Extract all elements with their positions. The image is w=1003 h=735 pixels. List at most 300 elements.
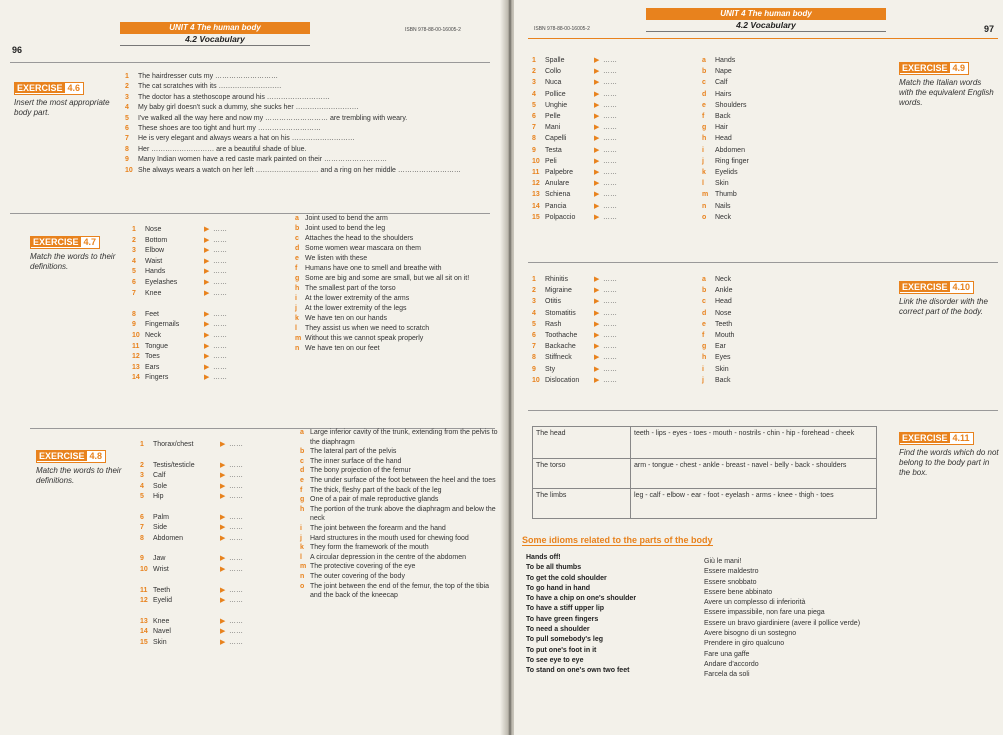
definition-text: Humans have one to smell and breathe with [305, 265, 442, 272]
item-number: m [702, 191, 709, 199]
page-number: 97 [984, 24, 995, 34]
definition [300, 524, 498, 534]
item-text: Elbow [145, 247, 165, 255]
item-text: Fingers [145, 374, 169, 382]
list-item [132, 373, 252, 384]
answer-blank: …… [213, 331, 227, 339]
item-number: 9 [532, 146, 536, 154]
item-text: Pollice [545, 90, 566, 98]
definition-text: Joint used to bend the leg [305, 225, 386, 232]
item-number: 13 [140, 617, 148, 625]
definition [295, 254, 495, 264]
definition-letter: m [295, 335, 302, 342]
item-text: Nose [715, 309, 732, 317]
answer-blank: …… [603, 287, 617, 295]
item-number: c [702, 79, 706, 87]
arrow-icon: ▶ [220, 597, 226, 605]
sentence-number: 4 [125, 104, 129, 112]
definition [295, 304, 495, 314]
exercise-label: EXERCISE 4.6 [14, 82, 84, 95]
isbn: ISBN 978-88-00-16005-2 [534, 26, 590, 32]
item-text: Jaw [153, 555, 166, 563]
answer-blank: …… [603, 320, 617, 328]
arrow-icon: ▶ [204, 278, 210, 286]
item-number: h [702, 135, 707, 143]
arrow-icon: ▶ [220, 472, 226, 480]
item-number: 9 [140, 555, 144, 563]
sentence-number: 7 [125, 135, 129, 143]
definition [295, 234, 495, 244]
row-words: teeth - lips - eyes - toes - mouth - nostrils - chin - hip - forehead - cheek [631, 427, 877, 459]
definition-letter: b [300, 448, 305, 456]
definition-letter: d [295, 245, 300, 252]
arrow-icon: ▶ [594, 202, 600, 210]
item-text: Calf [153, 472, 166, 480]
item-number: 9 [532, 365, 536, 373]
item-text: Polpaccio [545, 213, 576, 221]
item-text: Rhinitis [545, 276, 568, 283]
definition-text: Some women wear mascara on them [305, 245, 421, 252]
item-text: Migraine [545, 287, 572, 295]
item-number: j [702, 376, 704, 384]
arrow-icon: ▶ [220, 628, 226, 636]
answer-blank: …… [603, 376, 617, 384]
definition-letter: f [300, 486, 303, 494]
item-number: 15 [140, 638, 148, 646]
item-number: 4 [140, 482, 144, 490]
arrow-icon: ▶ [594, 376, 600, 384]
answer-blank: …… [213, 310, 227, 318]
item-number: 5 [132, 268, 136, 276]
answer-blank: …… [603, 68, 617, 76]
item-text: Peli [545, 157, 557, 165]
answer-blank: …… [229, 524, 243, 532]
arrow-icon: ▶ [204, 374, 210, 382]
list-item [140, 565, 260, 575]
definition-text: The joint between the forearm and the hand [310, 524, 446, 532]
item-text: Hairs [715, 90, 732, 98]
isbn: ISBN 978-88-00-16005-2 [405, 27, 461, 33]
exercise-label: EXERCISE 4.9 [899, 62, 969, 75]
arrow-icon: ▶ [594, 68, 600, 76]
exercise-4-10-header [899, 277, 999, 317]
arrow-icon: ▶ [594, 343, 600, 351]
definition-letter: l [300, 553, 302, 561]
divider [528, 410, 998, 411]
answer-blank: …… [213, 289, 227, 297]
idioms-english-list [526, 553, 706, 677]
answer-blank: …… [213, 226, 227, 233]
list-item [132, 257, 252, 268]
answer-blank: …… [603, 157, 617, 165]
item-text: Nape [715, 68, 732, 76]
arrow-icon: ▶ [594, 113, 600, 121]
arrow-icon: ▶ [204, 353, 210, 361]
item-number: 8 [532, 135, 536, 143]
arrow-icon: ▶ [594, 146, 600, 154]
item-text: Neck [715, 276, 731, 283]
arrow-icon: ▶ [220, 565, 226, 573]
definition-text: Attaches the head to the shoulders [305, 235, 414, 242]
answer-blank: …… [213, 342, 227, 350]
section-header: 4.2 Vocabulary [120, 34, 310, 46]
item-number: 13 [532, 191, 540, 199]
list-item [702, 156, 822, 167]
item-text: Bottom [145, 236, 168, 244]
item-text: Skin [715, 365, 729, 373]
arrow-icon: ▶ [204, 363, 210, 371]
list-item [532, 308, 652, 319]
list-item [532, 89, 652, 100]
item-number: g [702, 343, 707, 351]
definition [295, 264, 495, 274]
definition [300, 505, 498, 524]
item-number: 3 [132, 247, 136, 255]
list-item [532, 212, 652, 223]
item-text: Eyes [715, 354, 731, 362]
list-item [532, 178, 652, 189]
answer-blank: …… [229, 441, 243, 448]
idiom-english: To have a chip on one's shoulder [526, 595, 637, 603]
item-number: 8 [532, 354, 536, 362]
item-number: 9 [132, 321, 136, 329]
definition-letter: j [295, 305, 297, 312]
sentence-text: I've walked all the way here and now my ……………………… are trembling with weary. [138, 114, 408, 122]
list-item [532, 55, 652, 66]
item-text: Ears [145, 363, 160, 371]
list-item [132, 289, 252, 300]
item-text: Head [715, 298, 732, 306]
answer-blank: …… [213, 257, 227, 265]
definition-letter: i [295, 295, 297, 302]
definition-letter: j [300, 534, 302, 542]
item-text: Feet [145, 310, 160, 318]
definition-letter: b [295, 225, 300, 232]
item-text: Nails [715, 202, 731, 210]
sentence [125, 155, 500, 165]
list-item [132, 342, 252, 353]
list-item [132, 352, 252, 363]
right-page [514, 0, 1003, 735]
item-text: Knee [145, 289, 162, 297]
item-text: Hip [153, 493, 164, 501]
exercise-label: EXERCISE 4.7 [30, 236, 100, 249]
item-number: h [702, 354, 707, 362]
answer-blank: …… [603, 202, 617, 210]
definition-text: Hard structures in the mouth used for chewing food [310, 534, 469, 542]
sentence-text: He is very elegant and always wears a hat on his ……………………… [138, 135, 355, 143]
definition-letter: e [300, 476, 304, 484]
idiom-italian: Fare una gaffe [704, 650, 750, 658]
section-header: 4.2 Vocabulary [646, 20, 886, 32]
list-item [132, 320, 252, 331]
sentence [125, 93, 500, 103]
item-number: 6 [532, 332, 536, 340]
item-number: o [702, 213, 707, 221]
arrow-icon: ▶ [204, 226, 210, 233]
item-number: 7 [532, 343, 536, 351]
item-text: Anulare [545, 180, 570, 188]
arrow-icon: ▶ [220, 524, 226, 532]
item-number: e [702, 320, 706, 328]
list-item [140, 461, 260, 471]
answer-blank: …… [229, 472, 243, 480]
list-item [532, 330, 652, 341]
list-item [140, 554, 260, 564]
definition-letter: m [300, 563, 307, 571]
item-number: 10 [140, 565, 148, 573]
exercise-4-11-header [899, 428, 999, 478]
arrow-icon: ▶ [204, 321, 210, 329]
sentence [125, 72, 500, 82]
definition-text: The under surface of the foot between the heel and the toes [310, 476, 496, 484]
item-text: Stomatitis [545, 309, 576, 317]
list-item [702, 308, 822, 319]
arrow-icon: ▶ [594, 354, 600, 362]
list-item [532, 296, 652, 307]
list-item [532, 156, 652, 167]
arrow-icon: ▶ [594, 90, 600, 98]
exercise-instructions: Insert the most appropriate body part. [14, 98, 110, 117]
list-item [702, 167, 822, 178]
item-number: 15 [532, 213, 540, 221]
definition-letter: c [295, 235, 299, 242]
arrow-icon: ▶ [204, 257, 210, 265]
arrow-icon: ▶ [594, 213, 600, 221]
idiom-italian: Giù le mani! [704, 558, 742, 565]
definition [295, 284, 495, 294]
arrow-icon: ▶ [594, 135, 600, 143]
answer-blank: …… [213, 321, 227, 329]
sentence-text: The cat scratches with its ……………………… [138, 83, 282, 91]
definition-letter: a [300, 429, 304, 436]
arrow-icon: ▶ [220, 638, 226, 646]
definition-text: We listen with these [305, 255, 368, 262]
list-item [702, 122, 822, 133]
sentence-text: Many Indian women have a red caste mark painted on their ……………………… [138, 156, 387, 164]
item-number: 3 [140, 472, 144, 480]
list-item [140, 627, 260, 637]
list-item [132, 246, 252, 257]
table-row [533, 489, 877, 519]
item-text: Shoulders [715, 101, 747, 109]
divider [10, 62, 490, 63]
answer-blank: …… [229, 461, 243, 469]
sentence-text: The doctor has a stethoscope around his ……………………… [138, 93, 330, 101]
list-item [532, 133, 652, 144]
list-item [702, 274, 822, 285]
exercise-4-9-italian-words [532, 55, 652, 223]
definition-letter: c [300, 457, 304, 465]
list-item [532, 319, 652, 330]
item-text: Ankle [715, 287, 733, 295]
item-text: Hair [715, 124, 728, 132]
item-number: 1 [532, 57, 536, 64]
answer-blank: …… [603, 146, 617, 154]
definition [300, 495, 498, 505]
unit-header: UNIT 4 The human body [120, 22, 310, 34]
arrow-icon: ▶ [204, 289, 210, 297]
definition-text: The bony projection of the femur [310, 467, 411, 475]
arrow-icon: ▶ [204, 342, 210, 350]
item-text: Back [715, 376, 731, 384]
list-item [140, 596, 260, 606]
arrow-icon: ▶ [220, 461, 226, 469]
item-number: 10 [132, 331, 140, 339]
answer-blank: …… [229, 628, 243, 636]
item-text: Ring finger [715, 157, 749, 165]
item-number: 4 [132, 257, 136, 265]
list-item [702, 77, 822, 88]
item-text: Pelle [545, 113, 561, 121]
item-text: Hands [715, 57, 736, 64]
item-text: Sole [153, 482, 168, 490]
definition-letter: f [295, 265, 298, 272]
item-number: 13 [132, 363, 140, 371]
item-number: 5 [532, 320, 536, 328]
item-number: j [702, 157, 704, 165]
item-number: 1 [140, 441, 144, 448]
sentence-number: 5 [125, 114, 129, 122]
item-number: n [702, 202, 707, 210]
answer-blank: …… [229, 597, 243, 605]
list-item [140, 638, 260, 648]
definition [300, 476, 498, 486]
item-text: Thumb [715, 191, 737, 199]
item-text: Ear [715, 343, 726, 351]
arrow-icon: ▶ [594, 298, 600, 306]
exercise-4-9-header [899, 58, 997, 108]
item-number: 5 [532, 101, 536, 109]
definition-text: A circular depression in the centre of the abdomen [310, 553, 467, 561]
item-number: 2 [532, 287, 536, 295]
answer-blank: …… [213, 236, 227, 244]
list-item [532, 274, 652, 285]
idiom-italian: Essere un bravo giardiniere (avere il pollice verde) [704, 619, 861, 627]
definition [295, 214, 495, 224]
answer-blank: …… [213, 247, 227, 255]
item-text: Wrist [153, 565, 169, 573]
sentence [125, 124, 500, 134]
sentence [125, 145, 500, 155]
sentence-number: 6 [125, 125, 129, 133]
idiom-italian: Essere bene abbinato [704, 588, 773, 596]
sentence [125, 82, 500, 92]
definition [300, 534, 498, 544]
list-item [132, 236, 252, 247]
list-item [702, 319, 822, 330]
answer-blank: …… [603, 135, 617, 143]
list-item [532, 66, 652, 77]
definition-letter: d [300, 467, 305, 475]
item-number: f [702, 113, 705, 121]
arrow-icon: ▶ [220, 586, 226, 594]
item-number: i [702, 146, 704, 154]
definition [300, 582, 498, 601]
item-text: Eyelid [153, 597, 173, 605]
exercise-instructions: Match the words to their definitions. [30, 252, 116, 271]
sentence-text: Her ……………………… are a beautiful shade of blue. [138, 145, 307, 153]
item-text: Nose [145, 226, 162, 233]
sentence-number: 3 [125, 93, 129, 101]
arrow-icon: ▶ [204, 236, 210, 244]
item-text: Spalle [545, 57, 565, 64]
idiom-italian: Farcela da soli [704, 671, 750, 679]
definition-text: They assist us when we need to scratch [305, 325, 430, 332]
definition-text: The inner surface of the hand [310, 457, 402, 465]
table-row [533, 427, 877, 459]
idiom-italian: Prendere in giro qualcuno [704, 640, 785, 648]
item-text: Neck [715, 213, 731, 221]
list-item [532, 352, 652, 363]
definition-text: At the lower extremity of the legs [305, 305, 407, 312]
exercise-4-8-words [140, 440, 260, 648]
item-number: 1 [132, 226, 136, 233]
arrow-icon: ▶ [220, 513, 226, 521]
item-number: 3 [532, 298, 536, 306]
item-number: 8 [140, 534, 144, 542]
idioms-title: Some idioms related to the parts of the body [522, 535, 713, 545]
exercise-4-7-header [30, 232, 120, 272]
answer-blank: …… [603, 365, 617, 373]
exercise-4-10-disorders [532, 274, 652, 386]
item-number: k [702, 169, 706, 177]
definition-text: Large inferior cavity of the trunk, extending from the pelvis to the diaphragm [310, 429, 498, 446]
definition-letter: k [295, 315, 299, 322]
definition-letter: a [295, 215, 299, 222]
answer-blank: …… [229, 482, 243, 490]
list-item [702, 341, 822, 352]
item-number: 7 [140, 524, 144, 532]
answer-blank: …… [603, 180, 617, 188]
item-number: 14 [132, 374, 140, 382]
answer-blank: …… [603, 354, 617, 362]
item-text: Skin [715, 180, 729, 188]
definition [295, 314, 495, 324]
sentence-number: 8 [125, 145, 129, 153]
idiom-italian: Essere maldestro [704, 568, 759, 576]
list-item [532, 100, 652, 111]
list-item [702, 100, 822, 111]
unit-header: UNIT 4 The human body [646, 8, 886, 20]
idiom-english: To go hand in hand [526, 584, 591, 592]
sentence [125, 114, 500, 124]
list-item [132, 225, 252, 236]
definition-letter: h [300, 505, 305, 513]
arrow-icon: ▶ [594, 157, 600, 165]
arrow-icon: ▶ [204, 331, 210, 339]
answer-blank: …… [229, 534, 243, 542]
sentence-text: These shoes are too tight and hurt my ……………………… [138, 125, 321, 133]
answer-blank: …… [229, 513, 243, 521]
answer-blank: …… [603, 332, 617, 340]
answer-blank: …… [603, 124, 617, 132]
row-words: leg - calf - elbow - ear - foot - eyelash - arms - knee - thigh - toes [631, 489, 877, 519]
arrow-icon: ▶ [594, 191, 600, 199]
answer-blank: …… [603, 79, 617, 87]
arrow-icon: ▶ [594, 101, 600, 109]
exercise-4-10-parts [702, 274, 822, 386]
arrow-icon: ▶ [594, 276, 600, 283]
definition-text: The smallest part of the torso [305, 285, 396, 292]
sentence-number: 1 [125, 73, 129, 80]
list-item [140, 492, 260, 502]
definition-letter: n [300, 572, 305, 580]
list-item [702, 212, 822, 223]
list-item [702, 364, 822, 375]
idiom-italian: Avere un complesso di inferiorità [704, 599, 806, 607]
definition [300, 447, 498, 457]
